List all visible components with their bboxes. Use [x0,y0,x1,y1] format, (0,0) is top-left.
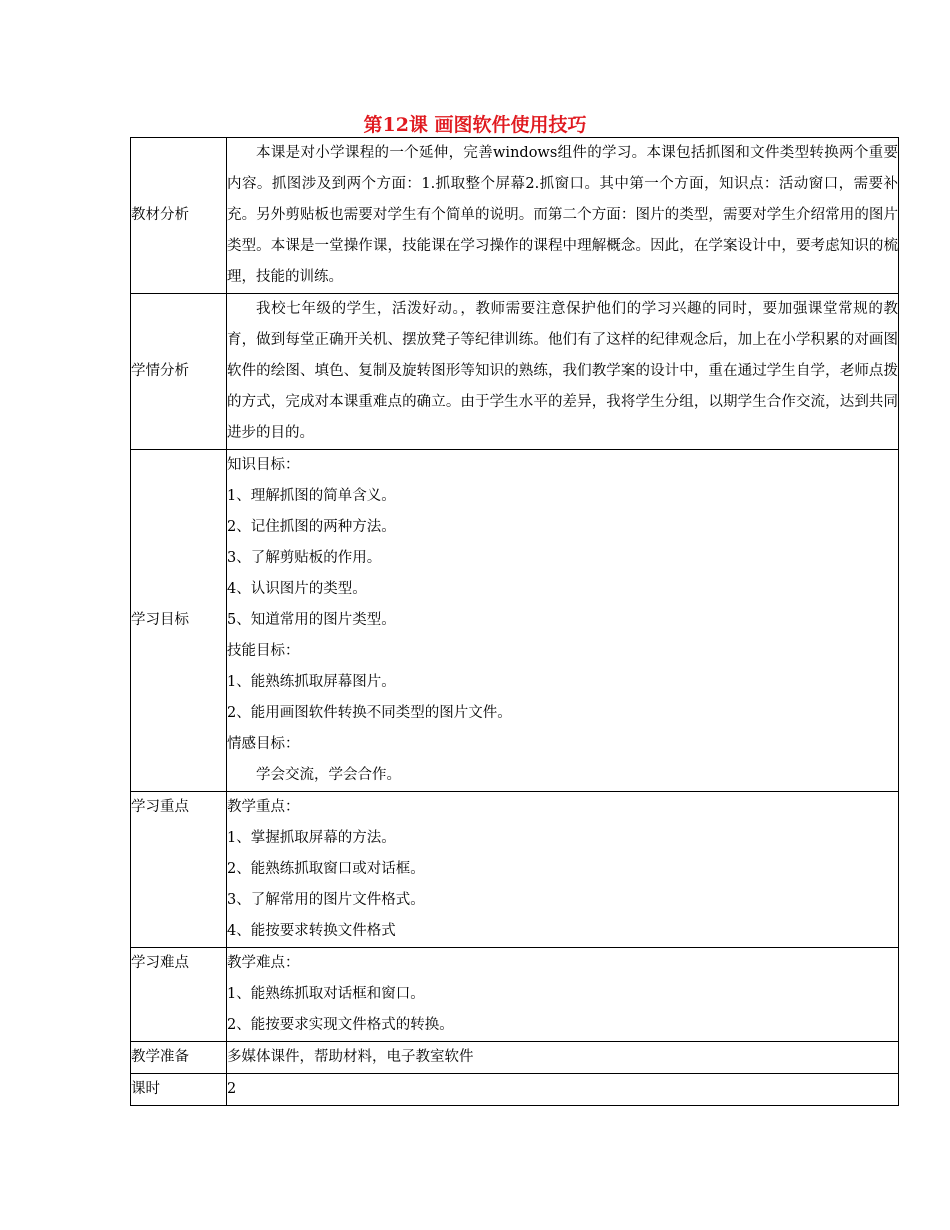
emotion-goal-item: 学会交流，学会合作。 [256,767,401,783]
label-key-points: 学习重点 [131,792,227,948]
key-point-item: 2、能熟练抓取窗口或对话框。 [227,861,425,877]
difficulty-item: 1、能熟练抓取对话框和窗口。 [227,986,425,1002]
knowledge-goal-item: 1、理解抓图的简单含义。 [227,488,396,504]
label-preparation: 教学准备 [131,1042,227,1074]
key-points-heading: 教学重点： [227,799,300,815]
row-key-points [131,792,899,948]
skill-goal-item: 2、能用画图软件转换不同类型的图片文件。 [227,705,512,721]
key-point-item: 1、掌握抓取屏幕的方法。 [227,830,396,846]
row-preparation [131,1042,899,1074]
row-textbook-analysis [131,138,899,294]
content-key-points [227,792,899,948]
knowledge-goal-item: 4、认识图片的类型。 [227,581,367,597]
page-title: 第12课 画图软件使用技巧 [363,114,587,136]
lesson-plan-table [130,137,899,1106]
knowledge-goal-item: 5、知道常用的图片类型。 [227,612,396,628]
periods-text: 2 [227,1081,237,1097]
knowledge-goal-item: 2、记住抓图的两种方法。 [227,519,396,535]
content-textbook-analysis [227,138,899,294]
row-difficulties [131,948,899,1042]
content-student-analysis [227,294,899,450]
key-point-item: 3、了解常用的图片文件格式。 [227,892,425,908]
knowledge-goal-item: 3、了解剪贴板的作用。 [227,550,382,566]
row-periods [131,1074,899,1106]
row-learning-goals [131,450,899,792]
difficulty-item: 2、能按要求实现文件格式的转换。 [227,1017,454,1033]
student-analysis-text: 我校七年级的学生，活泼好动。，教师需要注意保护他们的学习兴趣的同时，要加强课堂常规的教育，做到每堂正确开关机、摆放凳子等纪律训练。他们有了这样的纪律观念后，加上在小学积累的对画图软件的绘图、填色、复制及旋转图形等知识的熟练，我们教学案的设计中，重在通过学生自学，老师点拨的方式，完成对本课重难点的确立。由于学生水平的差异，我将学生分组，以期学生合作交流，达到共同进步的目的。 [227,301,898,441]
knowledge-goals-heading: 知识目标： [227,457,300,473]
label-student-analysis: 学情分析 [131,294,227,450]
skill-goals-heading: 技能目标： [227,643,300,659]
label-learning-goals: 学习目标 [131,450,227,792]
preparation-text: 多媒体课件，帮助材料，电子教室软件 [227,1049,474,1065]
content-preparation [227,1042,899,1074]
label-periods: 课时 [131,1074,227,1106]
skill-goal-item: 1、能熟练抓取屏幕图片。 [227,674,396,690]
label-difficulties: 学习难点 [131,948,227,1042]
row-student-analysis [131,294,899,450]
content-difficulties [227,948,899,1042]
difficulties-heading: 教学难点： [227,955,300,971]
content-learning-goals [227,450,899,792]
emotion-goals-heading: 情感目标： [227,736,300,752]
key-point-item: 4、能按要求转换文件格式 [227,923,396,939]
content-periods [227,1074,899,1106]
label-textbook-analysis: 教材分析 [131,138,227,294]
textbook-analysis-text: 本课是对小学课程的一个延伸，完善windows组件的学习。本课包括抓图和文件类型转换两个重要内容。抓图涉及到两个方面：1.抓取整个屏幕2.抓窗口。其中第一个方面，知识点：活动窗口，需要补充。另外剪贴板也需要对学生有个简单的说明。而第二个方面：图片的类型，需要对学生介绍常用的图片类型。本课是一堂操作课，技能课在学习操作的课程中理解概念。因此，在学案设计中，要考虑知识的梳理，技能的训练。 [227,145,898,285]
